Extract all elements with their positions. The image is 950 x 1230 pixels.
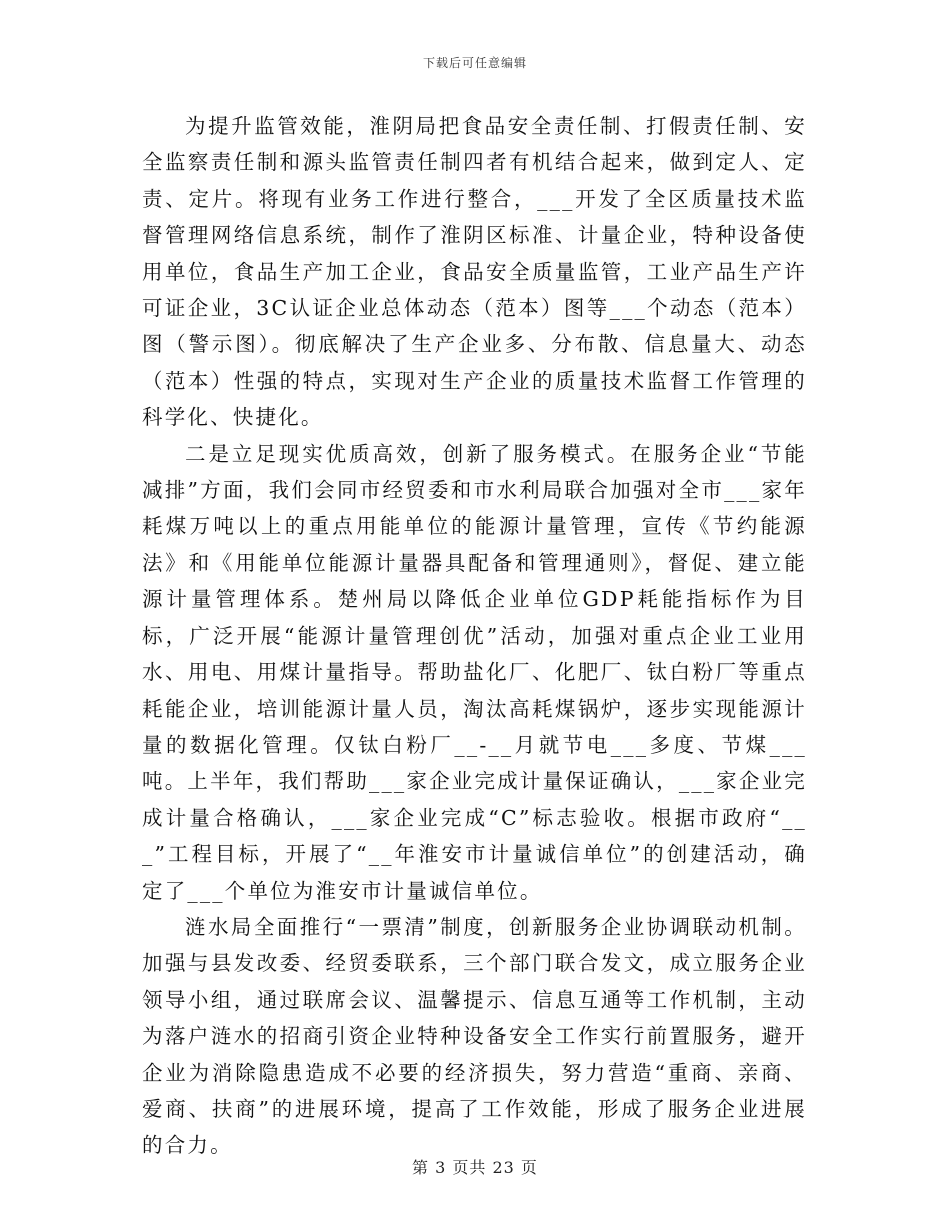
page-number-footer: 第 3 页共 23 页 — [412, 1158, 538, 1177]
paragraph-service-model: 二是立足现实优质高效，创新了服务模式。在服务企业“节能减排”方面，我们会同市经贸委和市水利局联合加强对全市___家年耗煤万吨以上的重点用能单位的能源计量管理，宣传《节约能源法》和《用能单位能源计量器具配备和管理通则》，督促、建立能源计量管理体系。楚州局以降低企业单位GDP耗能指标作为目标，广泛开展“能源计量管理创优”活动，加强对重点企业工业用水、用电、用煤计量指导。帮助盐化厂、化肥厂、钛白粉厂等重点耗能企业，培训能源计量人员，淘汰高耗煤锅炉，逐步实现能源计量的数据化管理。仅钛白粉厂__-__月就节电___多度、节煤___吨。上半年，我们帮助___家企业完成计量保证确认，___家企业完成计量合格确认，___家企业完成“C”标志验收。根据市政府“___”工程目标，开展了“__年淮安市计量诚信单位”的创建活动，确定了___个单位为淮安市计量诚信单位。 — [142, 441, 807, 903]
paragraph-lianshui-one-ticket: 涟水局全面推行“一票清”制度，创新服务企业协调联动机制。加强与县发改委、经贸委联系，三个部门联合发文，成立服务企业领导小组，通过联席会议、温馨提示、信息互通等工作机制，主动为落户涟水的招商引资企业特种设备安全工作实行前置服务，避开企业为消除隐患造成不必要的经济损失，努力营造“重商、亲商、爱商、扶商”的进展环境，提高了工作效能，形成了服务企业进展的合力。 — [142, 914, 807, 1158]
document-body — [142, 108, 807, 1164]
page-header-note: 下载后可任意编辑 — [422, 56, 527, 70]
paragraph-huaiyin-supervision: 为提升监管效能，淮阴局把食品安全责任制、打假责任制、安全监察责任制和源头监管责任制四者有机结合起来，做到定人、定责、定片。将现有业务工作进行整合，___开发了全区质量技术监督管理网络信息系统，制作了淮阴区标准、计量企业，特种设备使用单位，食品生产加工企业，食品安全质量监管，工业产品生产许可证企业，3C认证企业总体动态（范本）图等___个动态（范本）图（警示图）。彻底解决了生产企业多、分布散、信息量大、动态（范本）性强的特点，实现对生产企业的质量技术监督工作管理的科学化、快捷化。 — [142, 114, 807, 430]
